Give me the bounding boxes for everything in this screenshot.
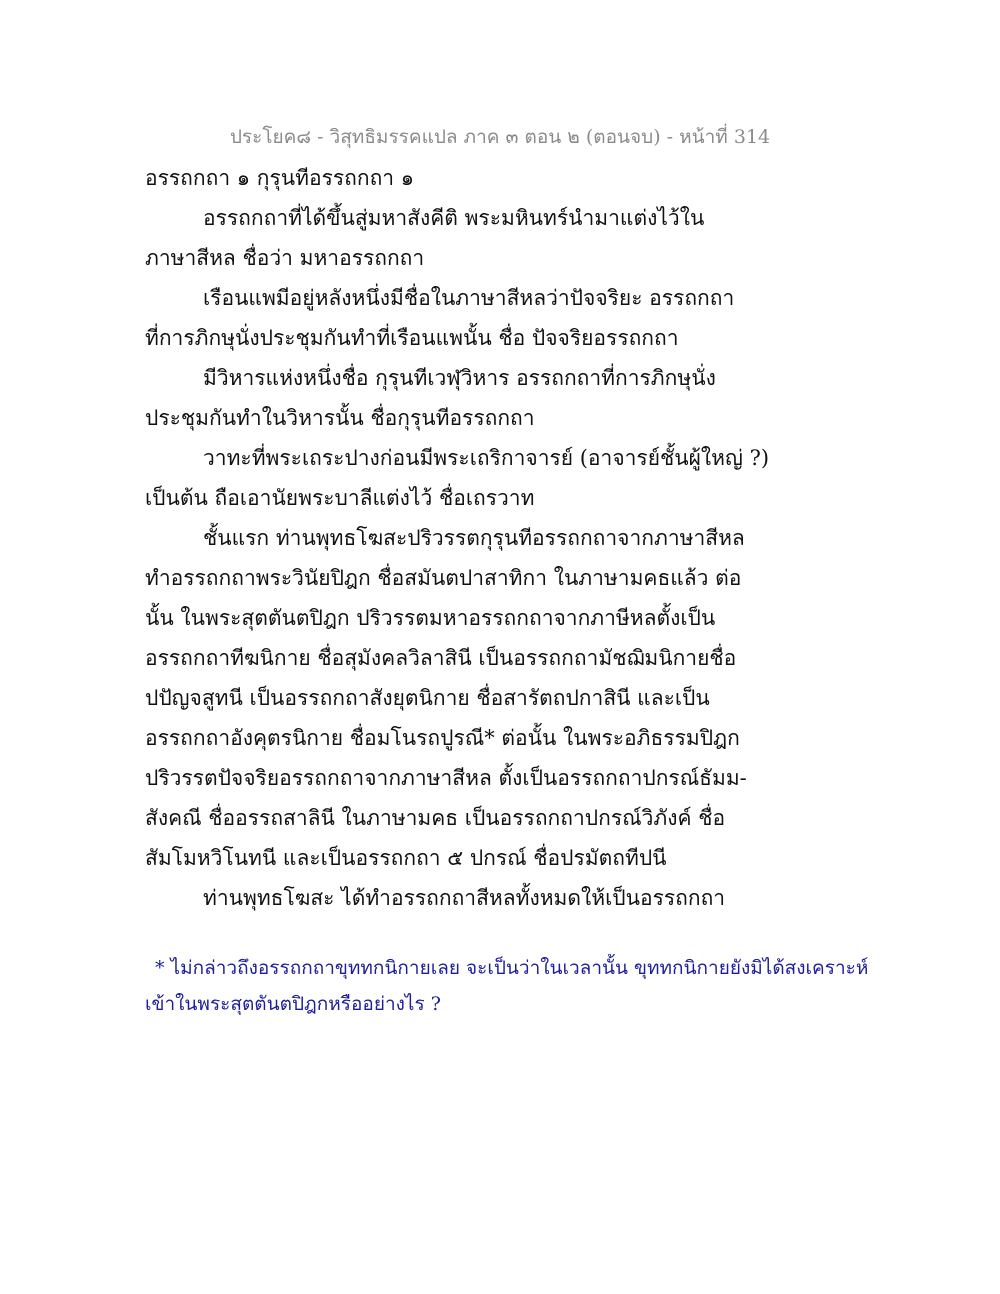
- body-line: ปปัญจสูทนี เป็นอรรถกถาสังยุตนิกาย ชื่อสารัตถปกาสินี และเป็น: [145, 686, 710, 710]
- body-line: ประชุมกันทำในวิหารนั้น ชื่อกุรุนทีอรรถกถา: [145, 406, 535, 430]
- body-line: ปริวรรตปัจจริยอรรถกถาจากภาษาสีหล ตั้งเป็นอรรถกถาปกรณ์ธัมม-: [145, 766, 747, 790]
- body-line: อรรถกถา ๑ กุรุนทีอรรถกถา ๑: [145, 166, 415, 190]
- body-line: เป็นต้น ถือเอานัยพระบาลีแต่งไว้ ชื่อเถรวาท: [145, 486, 535, 510]
- body-line: สัมโมหวิโนทนี และเป็นอรรถกถา ๕ ปกรณ์ ชื่อปรมัตถทีปนี: [145, 846, 667, 870]
- body-line: อรรถกถาที่ได้ขึ้นสู่มหาสังคีติ พระมหินทร์นำมาแต่งไว้ใน: [203, 206, 705, 230]
- body-line: ท่านพุทธโฆสะ ได้ทำอรรถกถาสีหลทั้งหมดให้เป็นอรรถกถา: [203, 886, 726, 910]
- footnote-line: เข้าในพระสุตตันตปิฎกหรืออย่างไร ?: [145, 993, 441, 1015]
- body-line: อรรถกถาทีฆนิกาย ชื่อสุมังคลวิลาสินี เป็นอรรถกถามัชฌิมนิกายชื่อ: [145, 646, 737, 670]
- body-line: ชั้นแรก ท่านพุทธโฆสะปริวรรตกุรุนทีอรรถกถาจากภาษาสีหล: [203, 526, 745, 550]
- footnote: [145, 950, 869, 1022]
- body-line: ทำอรรถกถาพระวินัยปิฎก ชื่อสมันตปาสาทิกา ในภาษามคธแล้ว ต่อ: [145, 566, 742, 590]
- footnote-line: * ไม่กล่าวถึงอรรถกถาขุททกนิกายเลย จะเป็นว่าในเวลานั้น ขุททกนิกายยังมิได้สงเคราะห์: [155, 957, 869, 979]
- running-header: [0, 122, 1000, 152]
- body-line: นั้น ในพระสุตตันตปิฎก ปริวรรตมหาอรรถกถาจากภาษีหลตั้งเป็น: [145, 606, 716, 630]
- body-line: สังคณี ชื่ออรรถสาลินี ในภาษามคธ เป็นอรรถกถาปกรณ์วิภังค์ ชื่อ: [145, 806, 726, 830]
- body-line: มีวิหารแห่งหนึ่งชื่อ กุรุนทีเวฬุวิหาร อรรถกถาที่การภิกษุนั่ง: [203, 366, 716, 390]
- body-line: วาทะที่พระเถระปางก่อนมีพระเถริกาจารย์ (อาจารย์ชั้นผู้ใหญ่ ?): [203, 446, 770, 470]
- body-line: ที่การภิกษุนั่งประชุมกันทำที่เรือนแพนั้น ชื่อ ปัจจริยอรรถกถา: [145, 326, 679, 350]
- header-text: ประโยค๘ - วิสุทธิมรรคแปล ภาค ๓ ตอน ๒ (ตอนจบ) - หน้าที่ 314: [229, 126, 771, 148]
- body-line: เรือนแพมีอยู่หลังหนึ่งมีชื่อในภาษาสีหลว่าปัจจริยะ อรรถกถา: [203, 286, 735, 310]
- body-line: อรรถกถาอังคุตรนิกาย ชื่อมโนรถปูรณี* ต่อนั้น ในพระอภิธรรมปิฎก: [145, 726, 740, 750]
- body-text: [145, 158, 845, 918]
- body-line: ภาษาสีหล ชื่อว่า มหาอรรถกถา: [145, 246, 425, 270]
